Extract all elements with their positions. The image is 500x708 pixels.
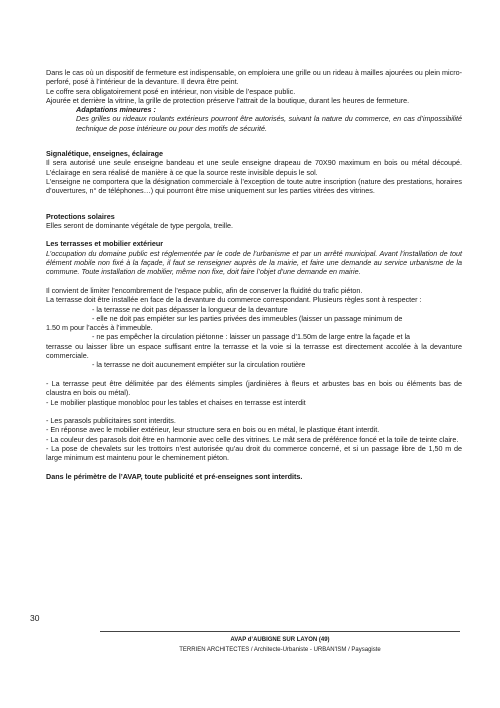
terrasses-regulation-text: L’occupation du domaine public est réglementée par le code de l’urbanisme et par un arrêté municipal. Avant l’installation de tout élément mobile non fixé à la façade, il faut se renseigner auprès de la mairie, et faire une demande au service urbanisme de la commune. Toute installation de mobilier, même non fixe, doit faire l’objet d’une demande en mairie.	[46, 248, 462, 277]
list-item-2: - Le mobilier plastique monobloc pour les tables et chaises en terrasse est interdit	[46, 397, 306, 407]
terrasses-paragraph-2: La terrasse doit être installée en face de la devanture du commerce correspondant. Plusieurs règles sont à respecter :	[46, 295, 422, 305]
adaptations-heading: Adaptations mineures :	[76, 105, 156, 115]
list-item-5: - La couleur des parasols doit être en harmonie avec celle des vitrines. Le mât sera de préférence foncé et la toile de teinte claire.	[46, 434, 459, 444]
protections-text: Elles seront de dominante végétale de type pergola, treille.	[46, 220, 233, 230]
rule-item-2: - elle ne doit pas empiéter sur les parties privées des immeubles (laisser un passage minimum de	[92, 313, 403, 323]
page-number: 30	[30, 613, 40, 623]
intro-paragraph-3: Ajourée et derrière la vitrine, la grille de protection préserve l’attrait de la boutique, durant les heures de fermeture.	[46, 95, 410, 105]
signaletique-paragraph-2: L’enseigne ne comportera que la désignation commerciale à l’exception de toute autre inscription (nature des prestations, horaires d’ouvertures, n° de téléphones…) qui pourront être mise uniquement sur les parties vitrées des vitrines.	[46, 176, 462, 196]
final-statement: Dans le périmètre de l’AVAP, toute publicité et pré-enseignes sont interdits.	[46, 471, 303, 481]
rule-item-3: - ne pas empêcher la circulation piétonne : laisser un passage d’1.50m de large entre la façade et la	[92, 332, 411, 342]
list-item-3: - Les parasols publicitaires sont interdits.	[46, 416, 176, 426]
list-item-4: - En réponse avec le mobilier extérieur, leur structure sera en bois ou en métal, le plastique étant interdit.	[46, 425, 380, 435]
intro-paragraph-1: Dans le cas où un dispositif de fermeture est indispensable, on emploiera une grille ou un rideau à mailles ajourées ou plein micro-perforé, posé à l’intérieur de la devanture. Il devra être peint.	[46, 68, 462, 87]
rule-item-1: - la terrasse ne doit pas dépasser la longueur de la devanture	[92, 304, 288, 314]
rule-item-3-continued: terrasse ou laisser libre un espace suffisant entre la terrasse et la voie si la terrasse est directement accolée à la devanture commerciale.	[46, 341, 462, 361]
terrasses-heading: Les terrasses et mobilier extérieur	[46, 239, 164, 249]
list-item-1: - La terrasse peut être délimitée par des éléments simples (jardinières à fleurs et arbustes bas en bois ou éléments bas de claustra en bois ou métal).	[46, 378, 462, 398]
adaptations-text: Des grilles ou rideaux roulants extérieurs pourront être autorisés, suivant la nature du commerce, en cas d’impossibilité technique de pose intérieure ou pour des motifs de sécurité.	[76, 114, 462, 133]
signaletique-heading: Signalétique, enseignes, éclairage	[46, 149, 164, 159]
rule-item-2-continued: 1.50 m pour l’accès à l’immeuble.	[46, 323, 153, 333]
intro-paragraph-2: Le coffre sera obligatoirement posé en intérieur, non visible de l’espace public.	[46, 86, 296, 96]
document-body	[46, 68, 462, 481]
rule-item-4: - la terrasse ne doit aucunement empiéter sur la circulation routière	[92, 360, 306, 370]
signaletique-paragraph-1: Il sera autorisé une seule enseigne bandeau et une seule enseigne drapeau de 70X90 maximum en bois ou métal découpé. L’éclairage en sera réalisé de manière à ce que la source reste invisible depuis le sol.	[46, 158, 462, 177]
list-item-6: - La pose de chevalets sur les trottoirs n’est autorisée qu’au droit du commerce concerné, et si un passage libre de 1,50 m de large minimum est maintenu pour le cheminement piéton.	[46, 443, 462, 463]
protections-heading: Protections solaires	[46, 211, 115, 221]
terrasses-paragraph-1: Il convient de limiter l’encombrement de l’espace public, afin de conserver la fluidité du trafic piéton.	[46, 285, 363, 295]
footer-subtitle: TERRIEN ARCHITECTES / Architecte-Urbaniste - URBAN'ISM / Paysagiste	[179, 647, 381, 653]
footer-divider	[100, 631, 460, 632]
footer-title: AVAP d’AUBIGNE SUR LAYON (49)	[230, 637, 330, 643]
